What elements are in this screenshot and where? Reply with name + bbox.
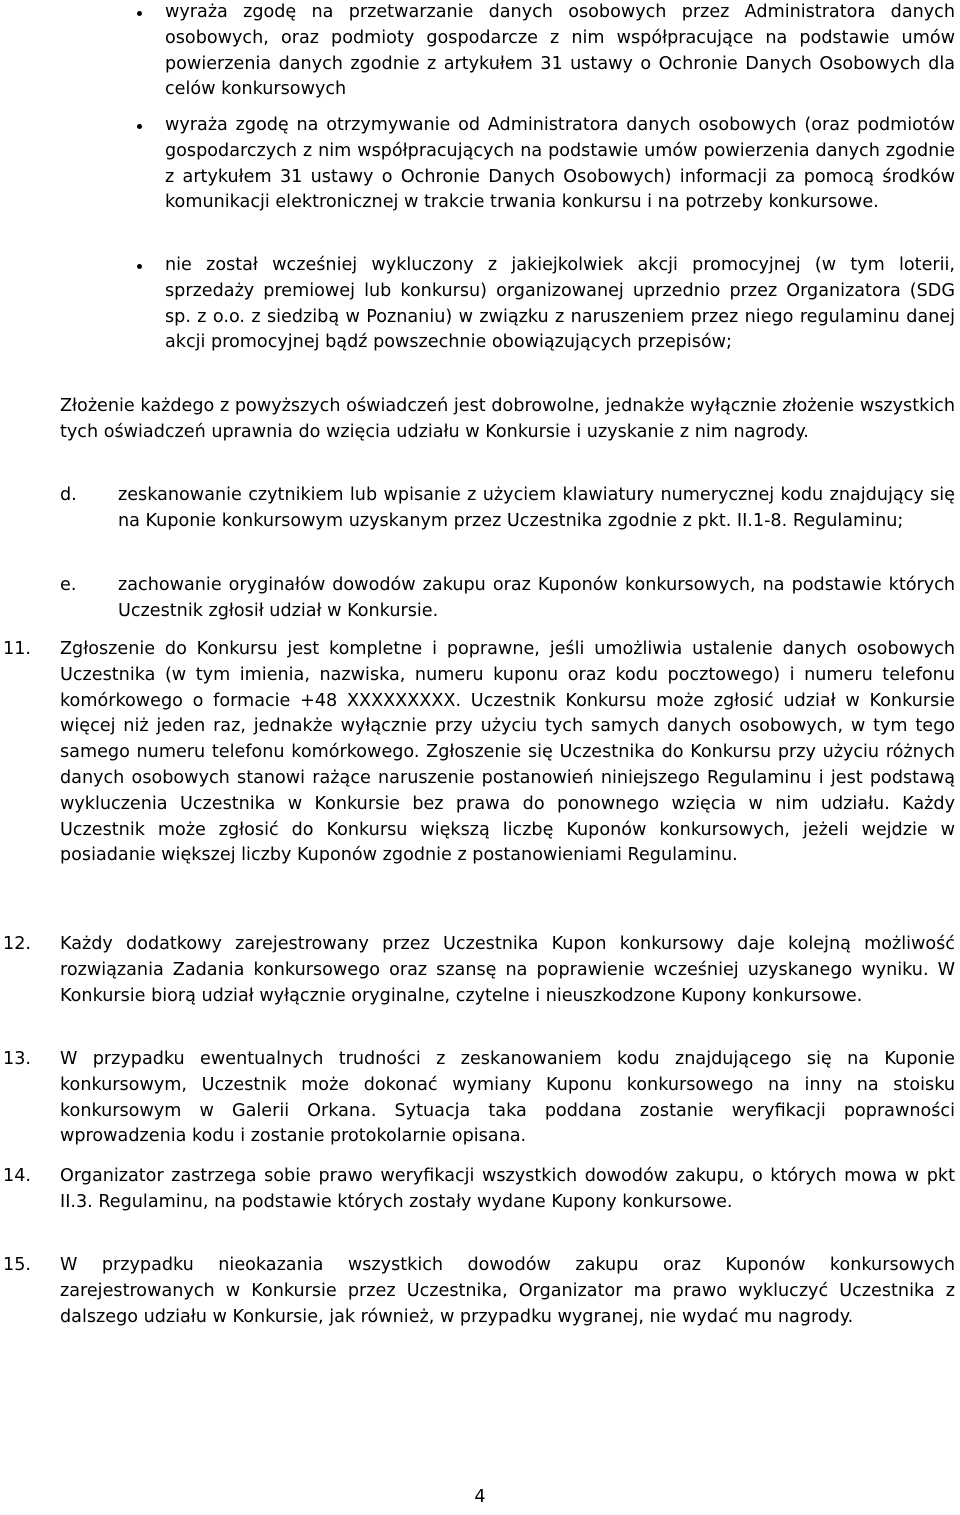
item-e-label: e. xyxy=(60,575,77,595)
item-14-text: Organizator zastrzega sobie prawo weryfikacji wszystkich dowodów zakupu, o których mowa w pkt II.3. Regulaminu, na podstawie których zostały wydane Kupony konkursowe. xyxy=(60,1166,955,1212)
item-13-label: 13. xyxy=(3,1049,31,1069)
item-d-text: zeskanowanie czytnikiem lub wpisanie z użyciem klawiatury numerycznej kodu znajdujący się na Kuponie konkursowym uzyskanym przez Uczestnika zgodnie z pkt. II.1-8. Regulaminu; xyxy=(118,485,955,531)
item-d-label: d. xyxy=(60,485,77,505)
statement-paragraph: Złożenie każdego z powyższych oświadczeń jest dobrowolne, jednakże wyłącznie złożenie wszystkich tych oświadczeń uprawnia do wzięcia udziału w Konkursie i uzyskanie z nim nagrody. xyxy=(60,396,955,442)
item-11-label: 11. xyxy=(3,639,31,659)
bullet-consent-processing: wyraża zgodę na przetwarzanie danych osobowych przez Administratora danych osobowych, oraz podmioty gospodarcze z nim współpracujące na podstawie umów powierzenia danych zgodnie z artykułem 31 ustawy o Ochronie Danych Osobowych dla celów konkursowych xyxy=(165,0,955,103)
item-12-label: 12. xyxy=(3,934,31,954)
bullet-consent-communication: wyraża zgodę na otrzymywanie od Administratora danych osobowych (oraz podmiotów gospodarczych z nim współpracujących na podstawie umów powierzenia danych zgodnie z artykułem 31 ustawy o Ochronie Danych Osobowych) informacji za pomocą środków komunikacji elektronicznej w trakcie trwania konkursu i na potrzeby konkursowe. xyxy=(165,113,955,216)
item-14-label: 14. xyxy=(3,1166,31,1186)
bullet-not-excluded: nie został wcześniej wykluczony z jakiejkolwiek akcji promocyjnej (w tym loterii, sprzedaży premiowej lub konkursu) organizowanej uprzednio przez Organizatora (SDG sp. z o.o. z siedzibą w Poznaniu) w związku z naruszeniem przez niego regulaminu danej akcji promocyjnej bądź powszechnie obowiązujących przepisów; xyxy=(165,253,955,356)
item-15-label: 15. xyxy=(3,1255,31,1275)
item-e-text: zachowanie oryginałów dowodów zakupu oraz Kuponów konkursowych, na podstawie których Uczestnik zgłosił udział w Konkursie. xyxy=(118,575,955,621)
item-12-text: Każdy dodatkowy zarejestrowany przez Uczestnika Kupon konkursowy daje kolejną możliwość rozwiązania Zadania konkursowego oraz szansę na poprawienie wcześniej uzyskanego wyniku. W Konkursie biorą udział wyłącznie oryginalne, czytelne i nieuszkodzone Kupony konkursowe. xyxy=(60,934,955,1006)
item-13-text: W przypadku ewentualnych trudności z zeskanowaniem kodu znajdującego się na Kuponie konkursowym, Uczestnik może dokonać wymiany Kuponu konkursowego na inny na stoisku konkursowym w Galerii Orkana. Sytuacja taka poddana zostanie weryfikacji poprawności wprowadzenia kodu i zostanie protokolarnie opisana. xyxy=(60,1049,955,1147)
item-11-text: Zgłoszenie do Konkursu jest kompletne i poprawne, jeśli umożliwia ustalenie danych osobowych Uczestnika (w tym imienia, nazwiska, numeru kuponu oraz kodu pocztowego) i numeru telefonu komórkowego o formacie +48 XXXXXXXXX. Uczestnik Konkursu może zgłosić udział w Konkursie więcej niż jeden raz, jednakże wyłącznie przy użyciu tych samych danych osobowych, w tym tego samego numeru telefonu komórkowego. Zgłoszenie się Uczestnika do Konkursu przy użyciu różnych danych osobowych stanowi rażące naruszenie postanowień niniejszego Regulaminu i jest podstawą wykluczenia Uczestnika w Konkursie bez prawa do ponownego wzięcia w nim udziału. Każdy Uczestnik może zgłosić do Konkursu większą liczbę Kuponów konkursowych, jeżeli wejdzie w posiadanie większej liczby Kuponów zgodnie z postanowieniami Regulaminu. xyxy=(60,639,955,866)
item-15-text: W przypadku nieokazania wszystkich dowodów zakupu oraz Kuponów konkursowych zarejestrowanych w Konkursie przez Uczestnika, Organizator ma prawo wykluczyć Uczestnika z dalszego udziału w Konkursie, jak również, w przypadku wygranej, nie wydać mu nagrody. xyxy=(60,1255,955,1327)
page-number: 4 xyxy=(474,1487,486,1507)
